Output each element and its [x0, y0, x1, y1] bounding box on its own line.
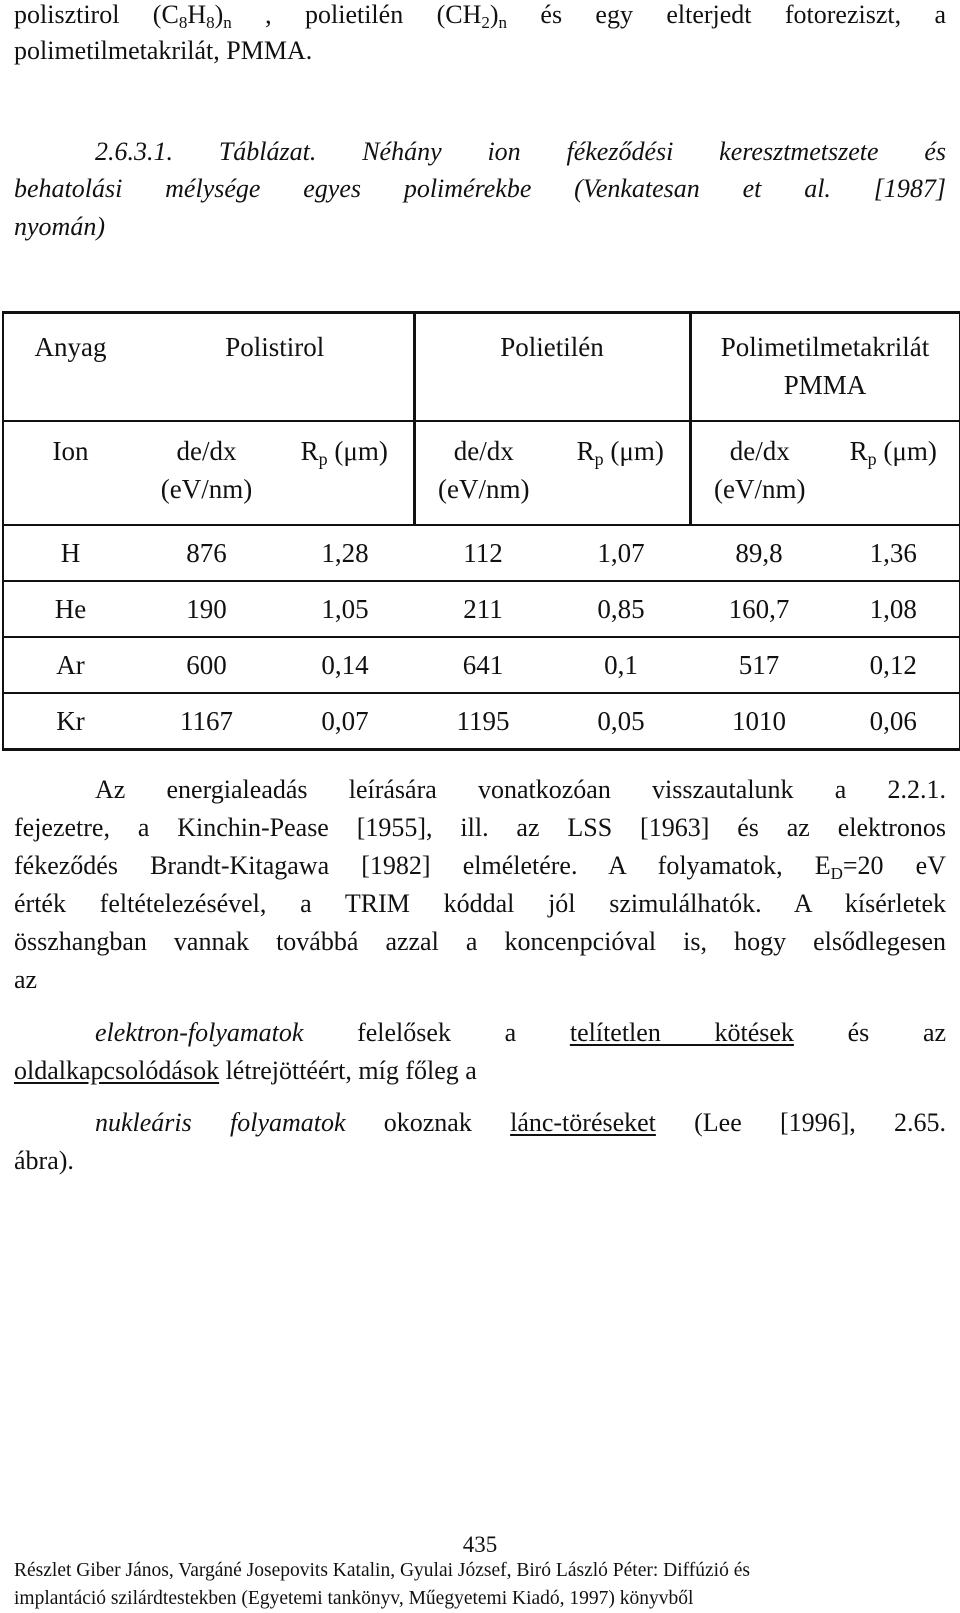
- body-line: az: [14, 965, 38, 994]
- table-cell: Ar: [3, 637, 137, 693]
- header-pmma: Polimetilmetakrilát PMMA: [690, 313, 960, 422]
- table-row: [3, 637, 960, 693]
- table-caption-line-1: 2.6.3.1. Táblázat. Néhány ion fékeződési keresztmetszete és: [95, 137, 946, 166]
- intro-line-1: polisztirol $(C_8H_8)_n$ , polietilén $(CH_2)_n$ és egy elterjedt fotoreziszt, a: [14, 0, 946, 30]
- table-caption-line-2: behatolási mélysége egyes polimérekbe (Venkatesan et al. [1987]: [14, 174, 946, 203]
- table-cell: He: [3, 581, 137, 637]
- body-line: fejezetre, a Kinchin-Pease [1955], ill. az LSS [1963] és az elektronos: [14, 813, 946, 842]
- body-line: fékeződés Brandt-Kitagawa [1982] elméletére. A folyamatok, $E_D=20$ eV: [14, 851, 946, 881]
- table-header-row: [3, 313, 960, 422]
- subheader-rp: $R_p$ (μm): [276, 421, 414, 525]
- table-cell: 0,07: [276, 693, 414, 750]
- table-cell: 0,06: [828, 693, 960, 750]
- table-cell: 0,1: [552, 637, 690, 693]
- data-table: [2, 311, 960, 751]
- table-cell: 1195: [414, 693, 552, 750]
- page-number: 435: [462, 1532, 498, 1557]
- table-cell: 1,36: [828, 525, 960, 581]
- table-cell: 190: [137, 581, 276, 637]
- table-cell: 160,7: [690, 581, 828, 637]
- table-cell: 1167: [137, 693, 276, 750]
- header-polietilen: Polietilén: [414, 313, 690, 422]
- table-cell: 112: [414, 525, 552, 581]
- subheader-ion: Ion: [3, 421, 137, 525]
- subheader-dedx: de/dx (eV/nm): [414, 421, 552, 525]
- table-row: [3, 525, 960, 581]
- footer-line-2: implantáció szilárdtestekben (Egyetemi tankönyv, Műegyetemi Kiadó, 1997) könyvből: [14, 1588, 694, 1609]
- subheader-dedx: de/dx (eV/nm): [690, 421, 828, 525]
- table-cell: 1,07: [552, 525, 690, 581]
- table-caption-line-3: nyomán): [14, 212, 105, 241]
- table-row: [3, 581, 960, 637]
- table-cell: H: [3, 525, 137, 581]
- table-cell: 641: [414, 637, 552, 693]
- footer-line-1: Részlet Giber János, Vargáné Josepovits Katalin, Gyulai József, Biró László Péter: Diffúzió és: [14, 1560, 750, 1581]
- table-cell: 1,28: [276, 525, 414, 581]
- table-cell: 1,05: [276, 581, 414, 637]
- body-line: elektron-folyamatok felelősek a telítetlen kötések és az: [95, 1018, 946, 1047]
- body-line: oldalkapcsolódások létrejöttéért, míg főleg a: [14, 1056, 477, 1085]
- subheader-rp: $R_p$ (μm): [828, 421, 960, 525]
- table-cell: 1,08: [828, 581, 960, 637]
- body-line: ábra).: [14, 1146, 74, 1175]
- header-anyag: Anyag: [3, 313, 137, 422]
- table-cell: 89,8: [690, 525, 828, 581]
- subheader-dedx: de/dx (eV/nm): [137, 421, 276, 525]
- table-cell: 0,05: [552, 693, 690, 750]
- body-line: Az energialeadás leírására vonatkozóan visszautalunk a 2.2.1.: [95, 775, 946, 804]
- table-cell: 1010: [690, 693, 828, 750]
- table-cell: 0,85: [552, 581, 690, 637]
- body-line: összhangban vannak továbbá azzal a koncenpcióval is, hogy elsődlegesen: [14, 927, 946, 956]
- body-line: érték feltételezésével, a TRIM kóddal jól szimulálhatók. A kísérletek: [14, 889, 946, 918]
- header-polistirol: Polistirol: [137, 313, 414, 422]
- table-cell: 876: [137, 525, 276, 581]
- table-cell: 0,12: [828, 637, 960, 693]
- table-cell: 517: [690, 637, 828, 693]
- table-cell: 211: [414, 581, 552, 637]
- subheader-rp: $R_p$ (μm): [552, 421, 690, 525]
- table-subheader-row: [3, 421, 960, 525]
- table-cell: 0,14: [276, 637, 414, 693]
- intro-line-2: polimetilmetakrilát, PMMA.: [14, 36, 313, 65]
- table-cell: Kr: [3, 693, 137, 750]
- body-line: nukleáris folyamatok okoznak lánc-töréseket (Lee [1996], 2.65.: [95, 1108, 946, 1137]
- table-cell: 600: [137, 637, 276, 693]
- table-row: [3, 693, 960, 750]
